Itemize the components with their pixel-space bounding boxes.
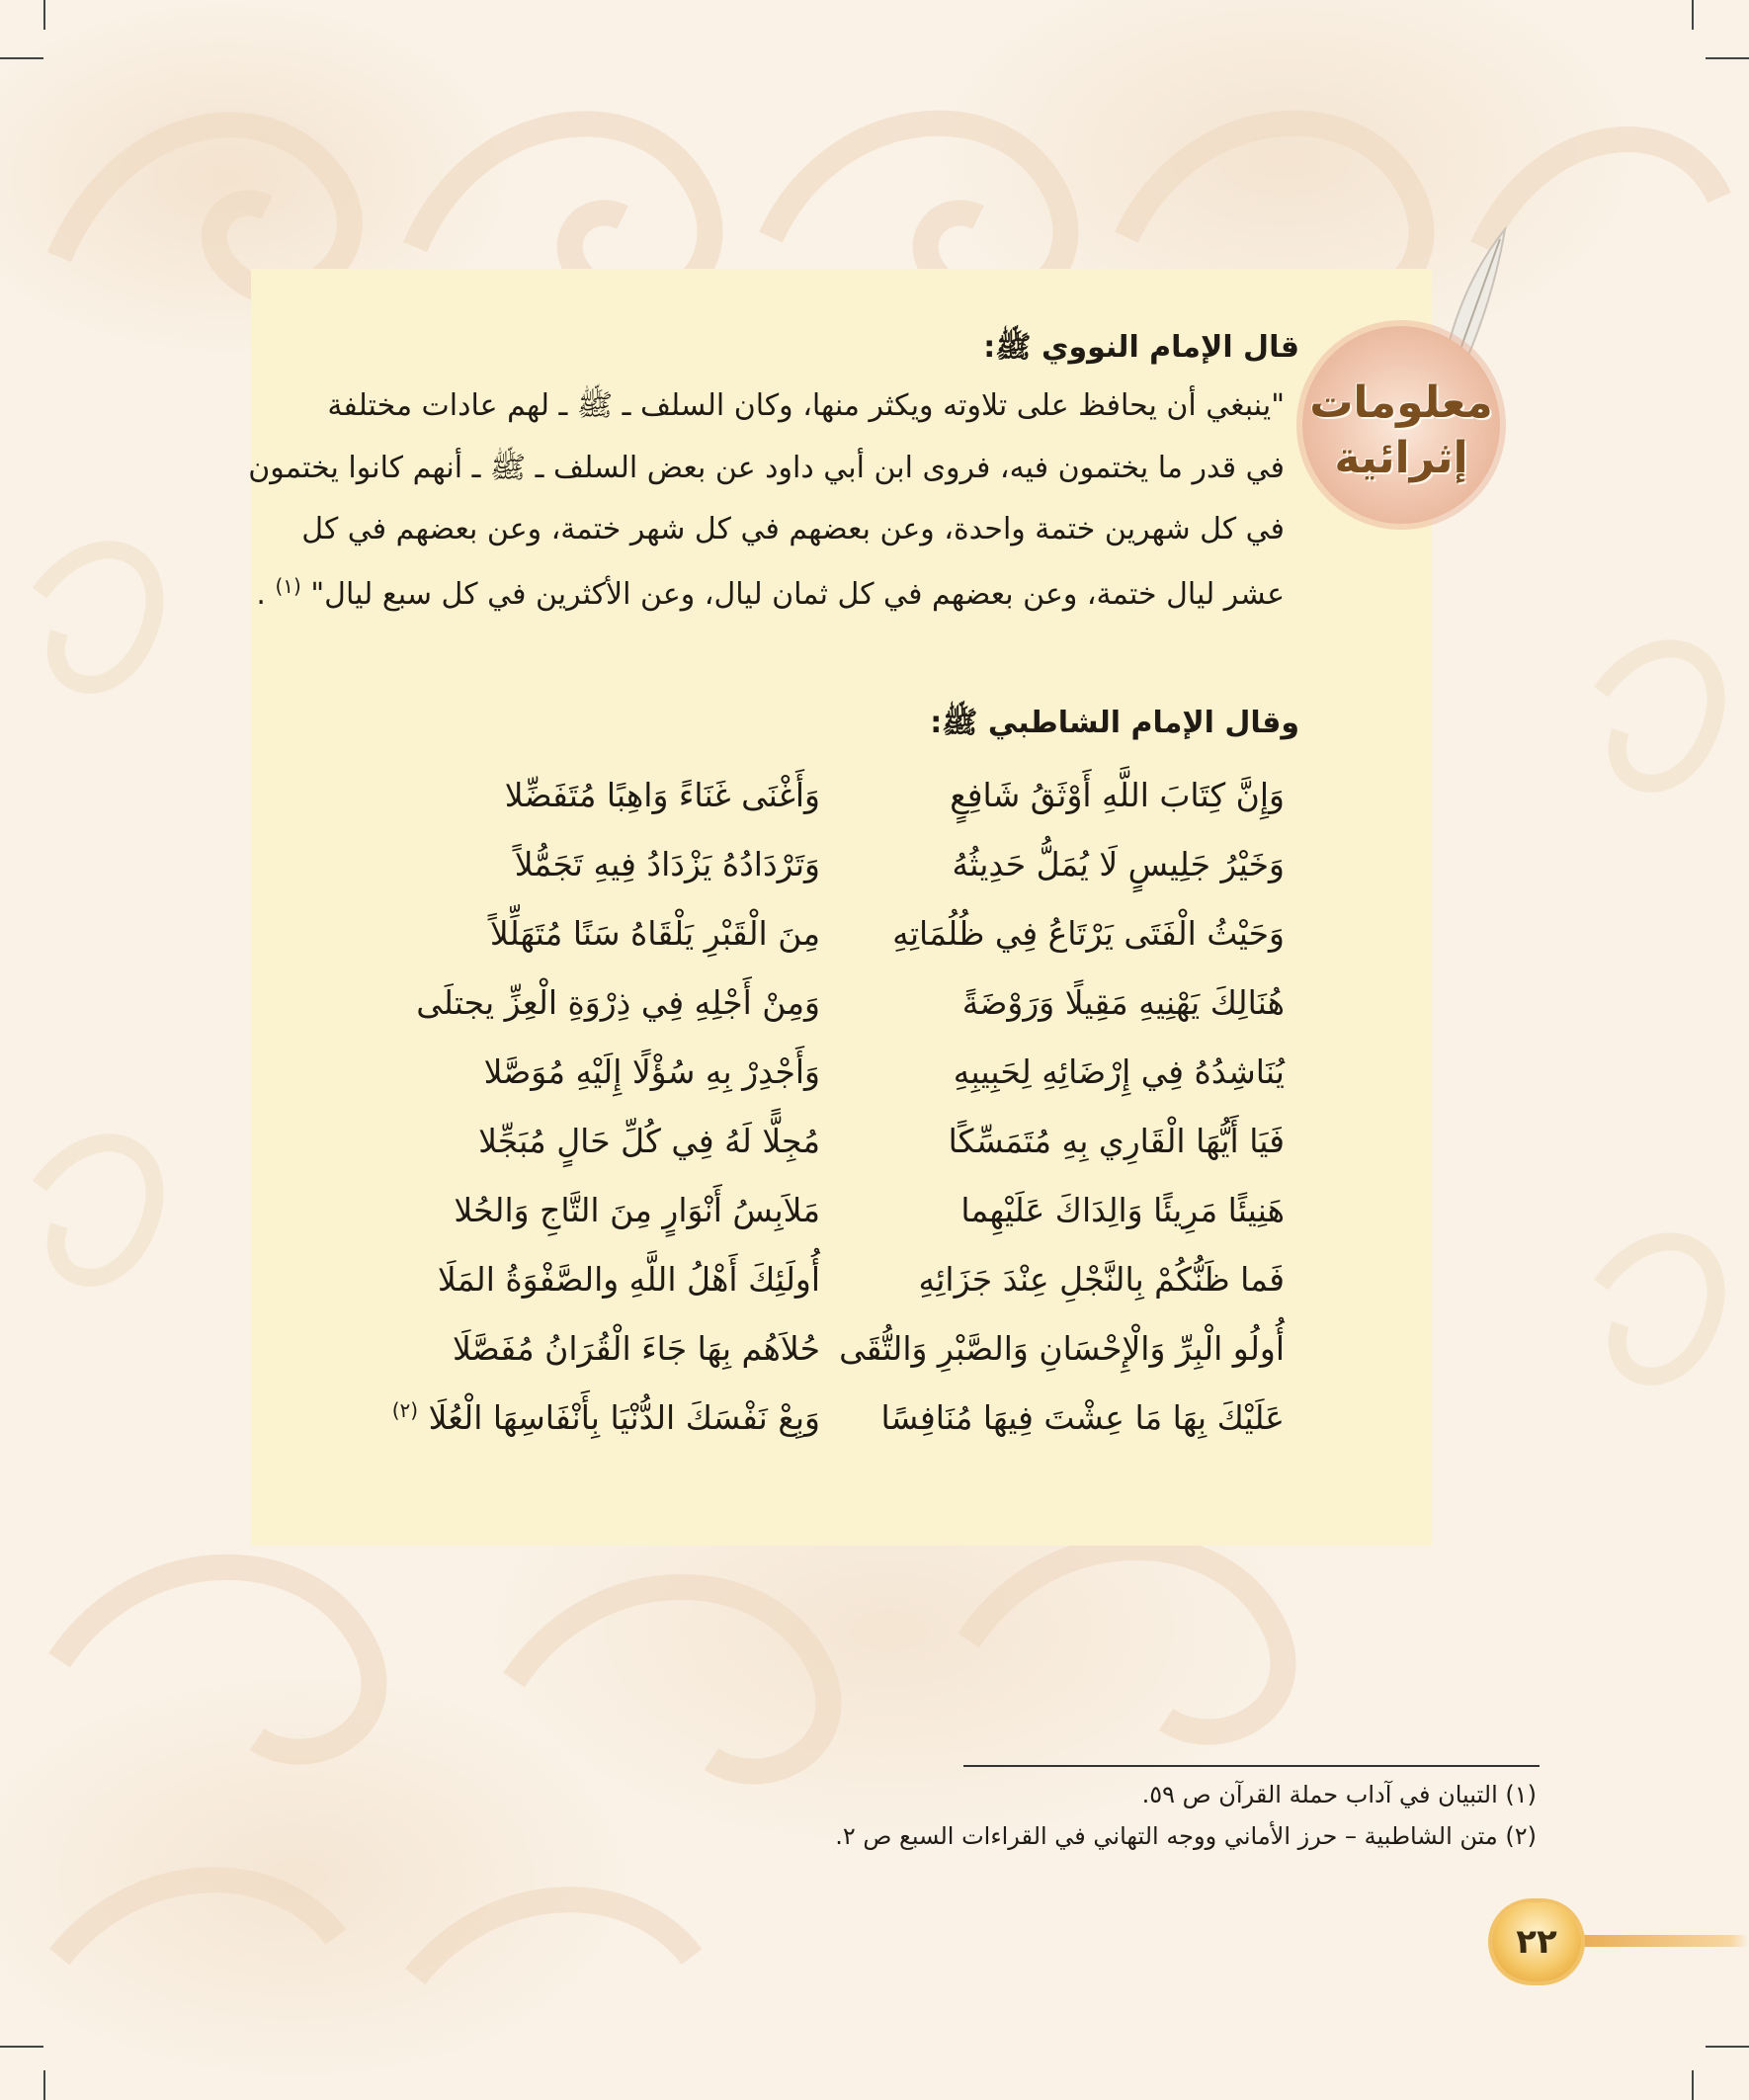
- verse-second-half: أُولَئِكَ أَهْلُ اللَّهِ والصَّفْوَةُ المَلَا: [437, 1260, 820, 1299]
- crop-mark: [43, 0, 45, 30]
- verse-first-half: وَإِنَّ كِتَابَ اللَّهِ أَوْثَقُ شَافِعٍ: [950, 776, 1285, 814]
- verse-first-half: فَيَا أَيُّهَا الْقَارِي بِهِ مُتَمَسِّكًا: [948, 1122, 1285, 1160]
- verse-second-half: مَلاَبِسُ أَنْوَارٍ مِنَ التَّاجِ وَالحُلا: [454, 1191, 820, 1229]
- page-number: ٢٢: [1492, 1902, 1581, 1981]
- verse-second-half: مِنَ الْقَبْرِ يَلْقَاهُ سَنًا مُتَهَلِّلاً: [489, 914, 820, 953]
- verse-second-half: وَأَغْنَى غَنَاءً وَاهِبًا مُتَفَضِّلا: [504, 776, 820, 814]
- verse-first-half: عَلَيْكَ بِهَا مَا عِشْتَ فِيهَا مُنَافِسًا: [880, 1398, 1285, 1437]
- verse-second-half: مُجِلًّا لَهُ فِي كُلِّ حَالٍ مُبَجِّلا: [478, 1122, 820, 1160]
- verse-first-half: فَما ظَنُّكُمْ بِالنَّجْلِ عِنْدَ جَزَائِهِ: [918, 1260, 1285, 1299]
- verse-first-half: هُنَالِكَ يَهْنِيهِ مَقِيلًا وَرَوْضَةً: [961, 983, 1285, 1022]
- crop-mark: [0, 2046, 43, 2048]
- page-number-tab: [1482, 1897, 1749, 1986]
- crop-mark: [1706, 2046, 1749, 2048]
- crop-mark: [43, 2070, 45, 2100]
- footnote-1: (١) التبيان في آداب حملة القرآن ص ٥٩.: [1141, 1781, 1537, 1808]
- paragraph-line: عشر ليال ختمة، وعن بعضهم في كل ثمان ليال، وعن الأكثرين في كل سبع ليال" $^{(١)}$ .: [256, 574, 1285, 612]
- crop-mark: [1706, 57, 1749, 59]
- crop-mark: [1692, 2070, 1694, 2100]
- intro-shatibi: وقال الإمام الشاطبي ﷺ:: [930, 706, 1299, 740]
- badge-title-line1: معلومات: [1309, 378, 1493, 428]
- footnote-ref: (٢): [391, 1398, 419, 1422]
- footnote-divider: [963, 1765, 1540, 1767]
- verse-second-half: وَأَجْدِرْ بِهِ سُؤْلًا إِلَيْهِ مُوَصَّلا: [483, 1052, 820, 1091]
- footnote-ref: (١): [275, 574, 301, 598]
- verse-first-half: وَحَيْثُ الْفَتَى يَرْتَاعُ فِي ظُلُمَاتِهِ: [892, 914, 1285, 953]
- verse-second-half: حُلاَهُم بِهَا جَاءَ الْقُرَانُ مُفَصَّلَا: [452, 1329, 820, 1368]
- intro-nawawi: قال الإمام النووي ﷺ:: [983, 330, 1299, 365]
- crop-mark: [1692, 0, 1694, 30]
- verse-second-half: وَتَرْدَادُهُ يَزْدَادُ فِيهِ تَجَمُّلاً: [514, 845, 820, 883]
- verse-first-half: أُولُو الْبِرِّ وَالْإِحْسَانِ وَالصَّبْرِ وَالتُّقَى: [839, 1329, 1285, 1368]
- verse-first-half: وَخَيْرُ جَلِيسٍ لَا يُمَلُّ حَدِيثُهُ: [952, 845, 1285, 883]
- verse-second-half: وَبِعْ نَفْسَكَ الدُّنْيَا بِأَنْفَاسِهَا الْعُلَا $^{(٢)}$: [391, 1398, 820, 1437]
- badge-title-line2: إثرائية: [1334, 433, 1468, 483]
- verse-first-half: يُنَاشِدُهُ فِي إِرْضَائِهِ لِحَبِيبِهِ: [953, 1052, 1285, 1091]
- enrichment-badge: [1302, 219, 1520, 526]
- footnote-2: (٢) متن الشاطبية – حرز الأماني ووجه التهاني في القراءات السبع ص ٢.: [835, 1822, 1537, 1850]
- crop-mark: [0, 57, 43, 59]
- paragraph-line: "ينبغي أن يحافظ على تلاوته ويكثر منها، وكان السلف ـ ﷺ ـ لهم عادات مختلفة: [327, 388, 1285, 423]
- paragraph-line: في كل شهرين ختمة واحدة، وعن بعضهم في كل شهر ختمة، وعن بعضهم في كل: [301, 512, 1285, 546]
- verse-first-half: هَنِيئًا مَرِيئًا وَالِدَاكَ عَلَيْهِما: [960, 1191, 1285, 1229]
- paragraph-line: في قدر ما يختمون فيه، فروى ابن أبي داود عن بعض السلف ـ ﷺ ـ أنهم كانوا يختمون: [248, 451, 1285, 485]
- verse-second-half: وَمِنْ أَجْلِهِ فِي ذِرْوَةِ الْعِزِّ يجتلَى: [416, 983, 820, 1022]
- page-number-bar: [1561, 1935, 1749, 1947]
